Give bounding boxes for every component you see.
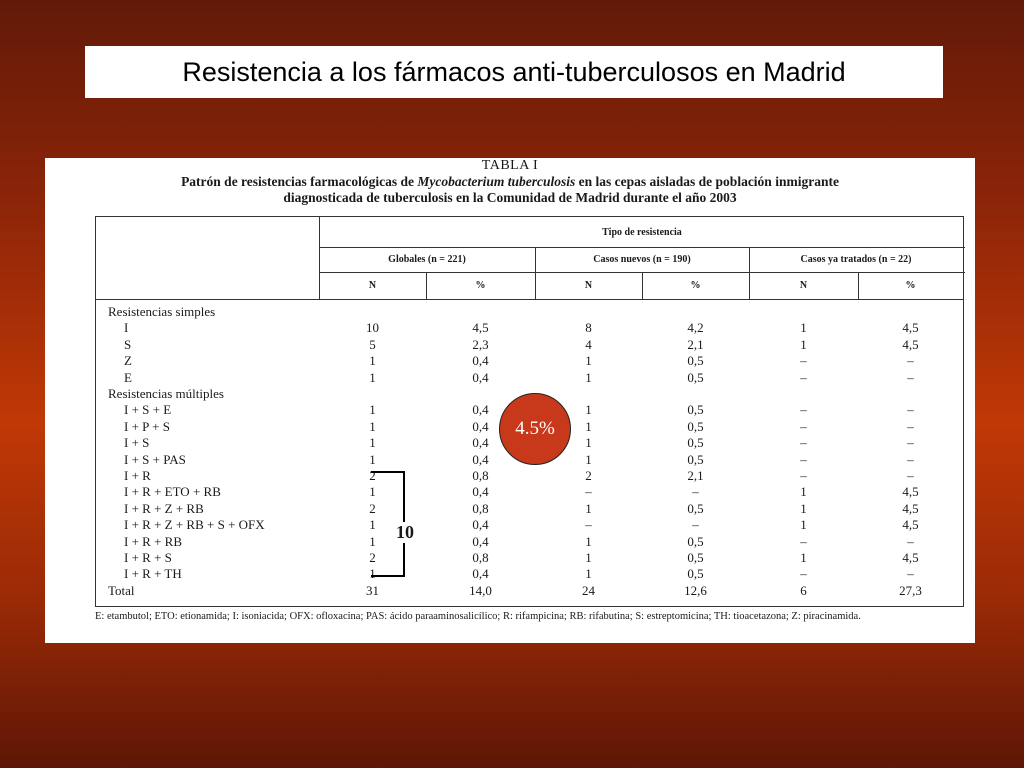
table-cell: 1 <box>369 533 376 549</box>
table-cell: 1 <box>585 418 592 434</box>
table-cell: 27,3 <box>899 582 922 598</box>
table-cell: 0,5 <box>687 418 704 434</box>
table-cell: 31 <box>366 582 379 598</box>
table-cell: 0,5 <box>687 566 704 582</box>
table-figure <box>45 158 975 643</box>
row-label: Total <box>108 582 135 598</box>
table-cell: – <box>800 533 807 549</box>
row-label: I + R + S <box>124 550 172 565</box>
table-cell: 1 <box>585 500 592 516</box>
table-cell: 0,5 <box>687 353 704 369</box>
row-label: I <box>124 320 129 336</box>
table-cell: – <box>907 468 914 483</box>
table-cell: – <box>907 418 914 434</box>
table-cell: 1 <box>585 435 592 451</box>
table-cell: 1 <box>369 484 376 500</box>
table-cell: 1 <box>369 517 376 533</box>
row-label: I + R + RB <box>124 533 183 549</box>
table-cell: 4,2 <box>687 320 704 336</box>
table-cell: 2 <box>369 550 376 565</box>
table-cell: 1 <box>369 353 376 369</box>
table-cell: 1 <box>585 533 592 549</box>
col-header: % <box>905 280 916 291</box>
table-caption-post: en las cepas aisladas de población inmigrante <box>575 174 839 189</box>
table-cell: – <box>907 353 914 369</box>
table-cell: 4,5 <box>902 517 919 533</box>
table-cell: – <box>585 484 592 500</box>
table-cell: 10 <box>366 320 379 336</box>
table-cell: 2 <box>369 468 376 483</box>
table-cell: 0,5 <box>687 500 704 516</box>
table-cell: – <box>800 418 807 434</box>
table-cell: 1 <box>369 369 376 385</box>
table-cell: 4,5 <box>902 484 919 500</box>
slide-title: Resistencia a los fármacos anti-tuberculosos en Madrid <box>85 46 943 98</box>
table-cell: – <box>692 517 699 533</box>
table-caption <box>45 174 975 190</box>
row-label: I + R + TH <box>124 566 182 582</box>
table-cell: 1 <box>585 369 592 385</box>
table-cell: 1 <box>585 451 592 467</box>
table-cell: 1 <box>585 566 592 582</box>
table-cell: 5 <box>369 336 376 352</box>
row-label: I + S <box>124 435 150 451</box>
row-label: I + S + PAS <box>124 451 186 467</box>
table-cell: 1 <box>585 353 592 369</box>
table-cell: – <box>800 353 807 369</box>
row-label: I + R + Z + RB <box>124 500 204 516</box>
table-cell: – <box>907 402 914 418</box>
table-cell: 1 <box>800 550 807 565</box>
group-header: Globales (n = 221) <box>388 254 466 265</box>
table-cell: – <box>800 369 807 385</box>
table-cell: – <box>800 435 807 451</box>
table-cell: 0,5 <box>687 369 704 385</box>
table-cell: 12,6 <box>684 582 707 598</box>
tipo-header: Tipo de resistencia <box>602 227 682 238</box>
row-label: I + R <box>124 468 151 483</box>
col-header: N <box>584 280 593 291</box>
col-header: % <box>690 280 701 291</box>
row-label: E <box>124 369 132 385</box>
table-cell: 8 <box>585 320 592 336</box>
table-cell: 0,4 <box>472 353 489 369</box>
row-label: S <box>124 336 132 352</box>
table-cell: 14,0 <box>469 582 492 598</box>
row-label: I + P + S <box>124 418 170 434</box>
table-cell: – <box>800 451 807 467</box>
table-cell: 0,4 <box>472 402 489 418</box>
table-cell: – <box>907 533 914 549</box>
table-cell: 1 <box>369 566 376 582</box>
table-cell: 1 <box>369 435 376 451</box>
table-cell: 0,8 <box>472 500 489 516</box>
col-header: % <box>475 280 486 291</box>
table-cell: 0,8 <box>472 468 489 483</box>
table-heading <box>45 158 975 206</box>
table-cell: 1 <box>585 550 592 565</box>
header-rule <box>96 299 963 300</box>
table-cell: 0,4 <box>472 435 489 451</box>
table-cell: 2,1 <box>687 336 704 352</box>
group-header: Casos nuevos (n = 190) <box>593 254 691 265</box>
table-cell: 6 <box>800 582 807 598</box>
table-cell: 0,4 <box>472 369 489 385</box>
callout-circle <box>499 393 571 465</box>
table-cell: 1 <box>585 402 592 418</box>
table-cell: 0,8 <box>472 550 489 565</box>
row-label: I + S + E <box>124 402 172 418</box>
table-caption-line2: diagnosticada de tuberculosis en la Comunidad de Madrid durante el año 2003 <box>283 190 737 205</box>
row-label: Z <box>124 353 132 369</box>
table-cell: 0,5 <box>687 435 704 451</box>
callout-text: 4.5% <box>515 418 555 439</box>
row-label: Resistencias simples <box>108 304 216 319</box>
table-cell: – <box>907 566 914 582</box>
table-caption-italic: Mycobacterium tuberculosis <box>417 174 576 189</box>
table-cell: 1 <box>800 336 807 352</box>
table-cell: – <box>800 402 807 418</box>
table-cell: 0,5 <box>687 451 704 467</box>
table-cell: 2 <box>585 468 592 483</box>
table-caption-pre: Patrón de resistencias farmacológicas de <box>181 174 418 189</box>
table-cell: 2,3 <box>472 336 489 352</box>
table-label: TABLA I <box>481 158 539 173</box>
table-cell: 0,5 <box>687 402 704 418</box>
table-cell: 4,5 <box>472 320 489 336</box>
table-cell: 0,4 <box>472 484 489 500</box>
table-cell: – <box>800 468 807 483</box>
col-header: N <box>799 280 808 291</box>
table-cell: 4,5 <box>902 500 919 516</box>
table-cell: – <box>692 484 699 500</box>
table-cell: 2,1 <box>687 468 704 483</box>
row-label: Resistencias múltiples <box>108 386 224 401</box>
table-cell: 1 <box>800 517 807 533</box>
table-cell: 0,4 <box>472 566 489 582</box>
table-cell: – <box>800 566 807 582</box>
table-cell: 2 <box>369 500 376 516</box>
header-rule <box>319 247 965 248</box>
table-cell: 4,5 <box>902 550 919 565</box>
table-cell: 0,4 <box>472 533 489 549</box>
table-cell: 0,4 <box>472 451 489 467</box>
table-cell: 1 <box>800 320 807 336</box>
table-cell: – <box>907 435 914 451</box>
table-cell: 4,5 <box>902 336 919 352</box>
table-cell: 4,5 <box>902 320 919 336</box>
table-cell: 0,5 <box>687 550 704 565</box>
table-cell: 0,5 <box>687 533 704 549</box>
table-cell: 1 <box>369 451 376 467</box>
table-cell: 4 <box>585 336 592 352</box>
table-cell: 1 <box>369 402 376 418</box>
table-cell: 1 <box>800 500 807 516</box>
table-cell: – <box>907 369 914 385</box>
col-header: N <box>368 280 377 291</box>
table-cell: 24 <box>582 582 595 598</box>
table-footnote: E: etambutol; ETO: etionamida; I: isoniacida; OFX: ofloxacina; PAS: ácido paraaminosalicílico; R: rifampicina; RB: rifabutina; S: estreptomicina; TH: tioacetazona; Z: piracinamida. <box>95 611 861 622</box>
table-cell: 1 <box>369 418 376 434</box>
table-cell: – <box>585 517 592 533</box>
table-cell: – <box>907 451 914 467</box>
table-cell: 1 <box>800 484 807 500</box>
table-cell: 0,4 <box>472 418 489 434</box>
bracket-label: 10 <box>392 522 418 543</box>
row-label: I + R + ETO + RB <box>124 484 221 500</box>
row-label: I + R + Z + RB + S + OFX <box>124 517 265 533</box>
group-header: Casos ya tratados (n = 22) <box>800 254 912 265</box>
table-cell: 0,4 <box>472 517 489 533</box>
